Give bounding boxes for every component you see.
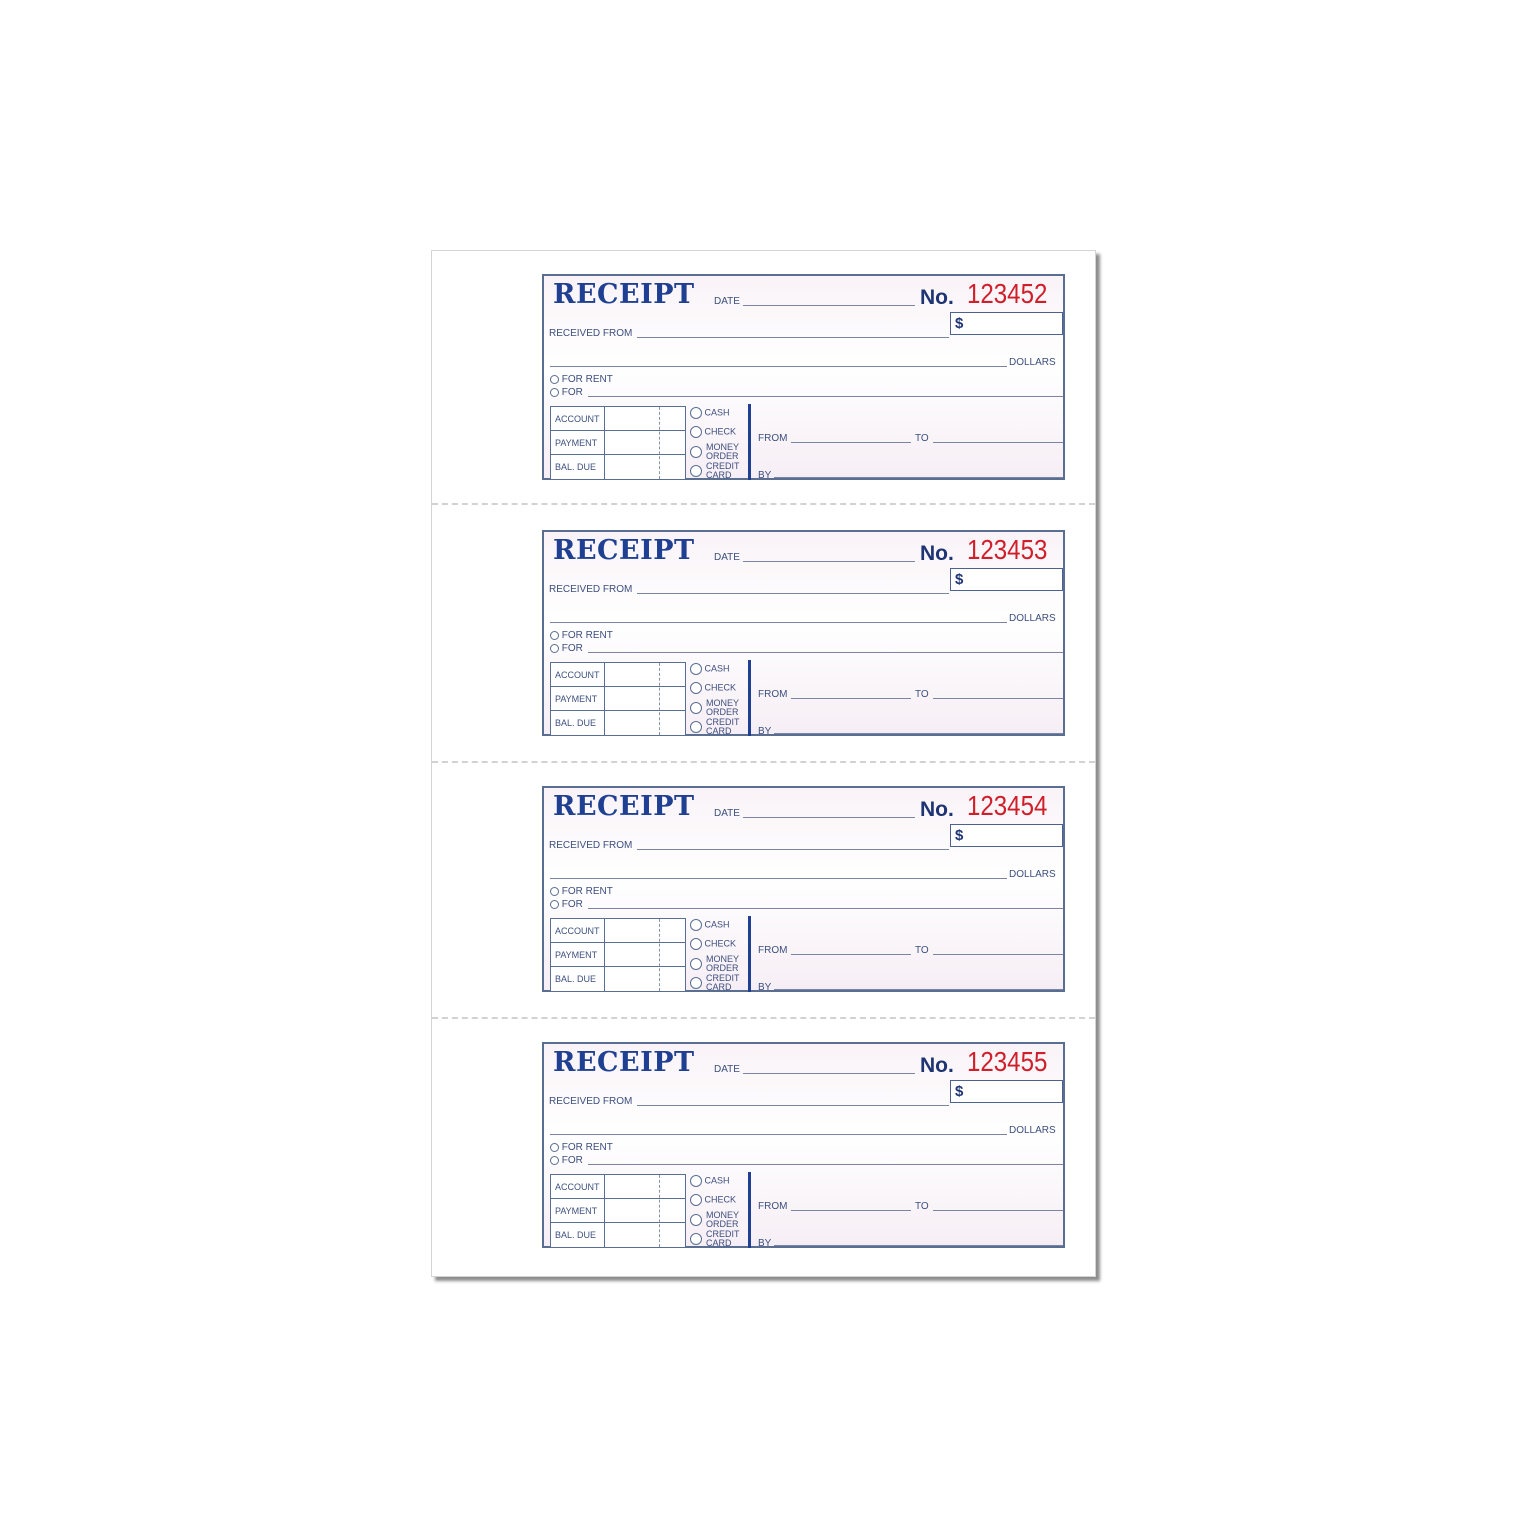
- perforation-line: [432, 1017, 1095, 1019]
- from-label: FROM: [758, 689, 788, 700]
- for-field[interactable]: [588, 652, 1063, 653]
- check-label: CHECK: [704, 426, 737, 437]
- cash-option[interactable]: [690, 919, 730, 931]
- money-order-radio-icon[interactable]: [690, 958, 702, 970]
- to-label: TO: [915, 433, 929, 444]
- receipt-title: RECEIPT: [553, 279, 695, 310]
- account-amount-cell[interactable]: [605, 663, 685, 686]
- card-label: CARD: [706, 982, 732, 992]
- credit-card-radio-icon[interactable]: [690, 1233, 702, 1245]
- balance-due-label: BAL. DUE: [555, 462, 597, 472]
- money-label: MONEY: [706, 698, 740, 708]
- order-label: ORDER: [706, 451, 739, 461]
- check-option[interactable]: [690, 938, 736, 950]
- credit-label: CREDIT: [706, 461, 740, 471]
- for-radio-icon[interactable]: [550, 644, 559, 653]
- date-label: DATE: [714, 552, 740, 563]
- account-label: ACCOUNT: [555, 1182, 600, 1192]
- to-label: TO: [915, 1201, 929, 1212]
- for-rent-radio-icon[interactable]: [550, 887, 559, 896]
- account-label: ACCOUNT: [555, 670, 600, 680]
- dollars-field[interactable]: [550, 366, 1007, 367]
- credit-label: CREDIT: [706, 1229, 740, 1239]
- received-from-field[interactable]: [637, 1105, 949, 1106]
- receipt-number-label: No.: [920, 798, 954, 821]
- by-field[interactable]: [774, 1245, 1063, 1246]
- cash-radio-icon[interactable]: [690, 1175, 702, 1187]
- account-table: [550, 918, 686, 992]
- for-label: FOR: [561, 1155, 583, 1166]
- order-label: ORDER: [706, 963, 739, 973]
- payment-label: PAYMENT: [555, 1206, 598, 1216]
- for-rent-option[interactable]: [550, 374, 613, 385]
- from-label: FROM: [758, 433, 788, 444]
- divider-bar: [748, 404, 751, 480]
- received-from-field[interactable]: [637, 337, 949, 338]
- account-table: [550, 406, 686, 480]
- from-field[interactable]: [791, 1210, 911, 1211]
- account-amount-cell[interactable]: [605, 407, 685, 430]
- balance-due-label: BAL. DUE: [555, 718, 597, 728]
- receipt-number-label: No.: [920, 542, 954, 565]
- received-from-label: RECEIVED FROM: [549, 328, 633, 339]
- divider-bar: [748, 1172, 751, 1248]
- check-label: CHECK: [704, 682, 737, 693]
- to-label: TO: [915, 689, 929, 700]
- check-option[interactable]: [690, 1194, 736, 1206]
- receipt-title: RECEIPT: [553, 791, 695, 822]
- dollars-label: DOLLARS: [1009, 357, 1056, 368]
- check-radio-icon[interactable]: [690, 682, 702, 694]
- cash-option[interactable]: [690, 407, 730, 419]
- account-label: ACCOUNT: [555, 926, 600, 936]
- account-amount-cell[interactable]: [605, 1175, 685, 1198]
- card-label: CARD: [706, 470, 732, 480]
- check-radio-icon[interactable]: [690, 938, 702, 950]
- from-label: FROM: [758, 945, 788, 956]
- to-field[interactable]: [933, 698, 1063, 699]
- divider-bar: [748, 916, 751, 992]
- receipt-number: 123454: [967, 790, 1048, 821]
- dollars-field[interactable]: [550, 622, 1007, 623]
- receipt-form-123452: [542, 274, 1065, 480]
- date-field[interactable]: [743, 561, 915, 562]
- to-field[interactable]: [933, 442, 1063, 443]
- for-rent-radio-icon[interactable]: [550, 375, 559, 384]
- by-label: BY: [758, 726, 772, 737]
- receipt-form-123455: [542, 1042, 1065, 1248]
- for-radio-icon[interactable]: [550, 1156, 559, 1165]
- for-option[interactable]: [550, 899, 583, 910]
- by-label: BY: [758, 1238, 772, 1249]
- money-label: MONEY: [706, 1210, 740, 1220]
- dollars-field[interactable]: [550, 878, 1007, 879]
- by-field[interactable]: [774, 989, 1063, 990]
- dollars-label: DOLLARS: [1009, 869, 1056, 880]
- received-from-field[interactable]: [637, 593, 949, 594]
- receipt-number-label: No.: [920, 286, 954, 309]
- check-option[interactable]: [690, 682, 736, 694]
- receipt-number: 123455: [967, 1046, 1048, 1077]
- receipt-number: 123452: [967, 278, 1048, 309]
- payment-amount-cell[interactable]: [605, 687, 685, 710]
- for-rent-radio-icon[interactable]: [550, 631, 559, 640]
- order-label: ORDER: [706, 707, 739, 717]
- money-order-radio-icon[interactable]: [690, 1214, 702, 1226]
- cash-radio-icon[interactable]: [690, 407, 702, 419]
- cash-label: CASH: [704, 1175, 730, 1186]
- credit-card-radio-icon[interactable]: [690, 721, 702, 733]
- receipt-book-page: [431, 250, 1096, 1277]
- date-label: DATE: [714, 1064, 740, 1075]
- account-amount-cell[interactable]: [605, 919, 685, 942]
- cash-radio-icon[interactable]: [690, 919, 702, 931]
- for-radio-icon[interactable]: [550, 388, 559, 397]
- dollars-label: DOLLARS: [1009, 613, 1056, 624]
- for-rent-label: FOR RENT: [561, 630, 613, 641]
- card-label: CARD: [706, 1238, 732, 1248]
- to-label: TO: [915, 945, 929, 956]
- received-from-field[interactable]: [637, 849, 949, 850]
- perforation-line: [432, 761, 1095, 763]
- currency-symbol: $: [955, 1083, 964, 1100]
- for-rent-option[interactable]: [550, 886, 613, 897]
- payment-label: PAYMENT: [555, 438, 598, 448]
- to-field[interactable]: [933, 954, 1063, 955]
- to-field[interactable]: [933, 1210, 1063, 1211]
- from-field[interactable]: [791, 954, 911, 955]
- from-label: FROM: [758, 1201, 788, 1212]
- check-radio-icon[interactable]: [690, 426, 702, 438]
- perforation-line: [432, 503, 1095, 505]
- check-label: CHECK: [704, 1194, 737, 1205]
- for-field[interactable]: [588, 396, 1063, 397]
- credit-card-radio-icon[interactable]: [690, 465, 702, 477]
- received-from-label: RECEIVED FROM: [549, 840, 633, 851]
- from-field[interactable]: [791, 442, 911, 443]
- cash-option[interactable]: [690, 663, 730, 675]
- date-field[interactable]: [743, 1073, 915, 1074]
- for-rent-radio-icon[interactable]: [550, 1143, 559, 1152]
- receipt-title: RECEIPT: [553, 535, 695, 566]
- for-radio-icon[interactable]: [550, 900, 559, 909]
- account-label: ACCOUNT: [555, 414, 600, 424]
- for-rent-label: FOR RENT: [561, 374, 613, 385]
- money-label: MONEY: [706, 442, 740, 452]
- from-field[interactable]: [791, 698, 911, 699]
- for-rent-option[interactable]: [550, 1142, 613, 1153]
- balance-due-amount-cell[interactable]: [605, 455, 685, 479]
- amount-field[interactable]: [950, 312, 1063, 335]
- credit-label: CREDIT: [706, 717, 740, 727]
- cash-radio-icon[interactable]: [690, 663, 702, 675]
- amount-field[interactable]: [950, 1080, 1063, 1103]
- for-rent-label: FOR RENT: [561, 1142, 613, 1153]
- balance-due-label: BAL. DUE: [555, 1230, 597, 1240]
- for-field[interactable]: [588, 908, 1063, 909]
- payment-label: PAYMENT: [555, 950, 598, 960]
- account-table: [550, 662, 686, 736]
- receipt-number-label: No.: [920, 1054, 954, 1077]
- for-field[interactable]: [588, 1164, 1063, 1165]
- by-field[interactable]: [774, 733, 1063, 734]
- payment-amount-cell[interactable]: [605, 1199, 685, 1222]
- for-label: FOR: [561, 643, 583, 654]
- date-label: DATE: [714, 296, 740, 307]
- cash-label: CASH: [704, 407, 730, 418]
- by-label: BY: [758, 982, 772, 993]
- for-label: FOR: [561, 387, 583, 398]
- receipt-form-123454: [542, 786, 1065, 992]
- balance-due-label: BAL. DUE: [555, 974, 597, 984]
- balance-due-amount-cell[interactable]: [605, 967, 685, 991]
- date-field[interactable]: [743, 817, 915, 818]
- for-option[interactable]: [550, 1155, 583, 1166]
- received-from-label: RECEIVED FROM: [549, 584, 633, 595]
- credit-card-radio-icon[interactable]: [690, 977, 702, 989]
- order-label: ORDER: [706, 1219, 739, 1229]
- by-label: BY: [758, 470, 772, 481]
- money-order-radio-icon[interactable]: [690, 446, 702, 458]
- date-label: DATE: [714, 808, 740, 819]
- account-table: [550, 1174, 686, 1248]
- dollars-label: DOLLARS: [1009, 1125, 1056, 1136]
- amount-field[interactable]: [950, 824, 1063, 847]
- check-label: CHECK: [704, 938, 737, 949]
- amount-field[interactable]: [950, 568, 1063, 591]
- for-option[interactable]: [550, 643, 583, 654]
- date-field[interactable]: [743, 305, 915, 306]
- check-radio-icon[interactable]: [690, 1194, 702, 1206]
- money-order-radio-icon[interactable]: [690, 702, 702, 714]
- divider-bar: [748, 660, 751, 736]
- card-label: CARD: [706, 726, 732, 736]
- cash-option[interactable]: [690, 1175, 730, 1187]
- credit-label: CREDIT: [706, 973, 740, 983]
- currency-symbol: $: [955, 827, 964, 844]
- balance-due-amount-cell[interactable]: [605, 1223, 685, 1247]
- for-option[interactable]: [550, 387, 583, 398]
- currency-symbol: $: [955, 571, 964, 588]
- receipt-form-123453: [542, 530, 1065, 736]
- by-field[interactable]: [774, 477, 1063, 478]
- for-rent-option[interactable]: [550, 630, 613, 641]
- payment-amount-cell[interactable]: [605, 943, 685, 966]
- currency-symbol: $: [955, 315, 964, 332]
- receipt-title: RECEIPT: [553, 1047, 695, 1078]
- balance-due-amount-cell[interactable]: [605, 711, 685, 735]
- cash-label: CASH: [704, 919, 730, 930]
- for-rent-label: FOR RENT: [561, 886, 613, 897]
- money-label: MONEY: [706, 954, 740, 964]
- dollars-field[interactable]: [550, 1134, 1007, 1135]
- received-from-label: RECEIVED FROM: [549, 1096, 633, 1107]
- receipt-number: 123453: [967, 534, 1048, 565]
- check-option[interactable]: [690, 426, 736, 438]
- for-label: FOR: [561, 899, 583, 910]
- cash-label: CASH: [704, 663, 730, 674]
- payment-label: PAYMENT: [555, 694, 598, 704]
- payment-amount-cell[interactable]: [605, 431, 685, 454]
